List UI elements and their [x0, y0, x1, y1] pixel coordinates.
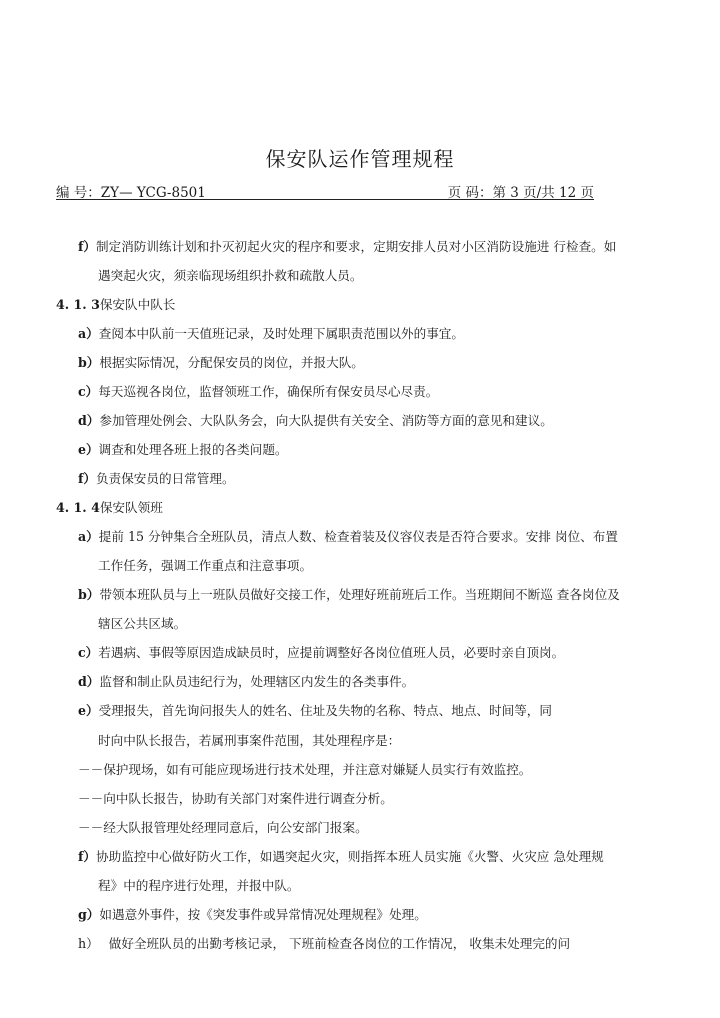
list-item: d）监督和制止队员违纪行为，处理辖区内发生的各类事件。	[78, 674, 415, 689]
page-title: 保安队运作管理规程	[265, 147, 455, 171]
list-item: f）制定消防训练计划和扑灭初起火灾的程序和要求，定期安排人员对小区消防设施进 行检查。如	[78, 239, 617, 254]
list-item: b）带领本班队员与上一班队员做好交接工作，处理好班前班后工作。当班期间不断巡 查各岗位及	[78, 587, 620, 602]
procedure-step: －－保护现场，如有可能应现场进行技术处理，并注意对嫌疑人员实行有效监控。	[78, 762, 532, 777]
list-item: c）每天巡视各岗位，监督领班工作，确保所有保安员尽心尽责。	[78, 384, 439, 399]
list-item-continuation: 时向中队长报告，若属刑事案件范围，其处理程序是：	[98, 733, 401, 748]
procedure-step: －－经大队报管理处经理同意后，向公安部门报案。	[78, 820, 368, 835]
list-item: h） 做好全班队员的出勤考核记录， 下班前检查各岗位的工作情况， 收集未处理完的问	[78, 936, 571, 951]
procedure-step: －－向中队长报告，协助有关部门对案件进行调查分析。	[78, 791, 393, 806]
document-header	[56, 181, 594, 200]
list-item-continuation: 程》中的程序进行处理，并报中队。	[98, 878, 300, 893]
list-item: b）根据实际情况，分配保安员的岗位，并报大队。	[78, 355, 364, 370]
section-heading: 4. 1. 3保安队中队长	[56, 297, 176, 312]
document-code: 编 号：ZY— YCG-8501	[56, 185, 206, 201]
list-item: e）调查和处理各班上报的各类问题。	[78, 442, 288, 457]
list-item: g）如遇意外事件，按《突发事件或异常情况处理规程》处理。	[78, 907, 427, 922]
list-item-continuation: 工作任务，强调工作重点和注意事项。	[98, 558, 313, 573]
list-item: f）负责保安员的日常管理。	[78, 471, 235, 486]
list-item: d）参加管理处例会、大队队务会，向大队提供有关安全、消防等方面的意见和建议。	[78, 413, 553, 428]
list-item: f）协助监控中心做好防火工作，如遇突起火灾，则指挥本班人员实施《火警、火灾应 急处理规	[78, 849, 604, 864]
list-item: a）提前 15 分钟集合全班队员，清点人数、检查着装及仪容仪表是否符合要求。安排 岗位、布置	[78, 529, 618, 544]
list-item-continuation: 辖区公共区域。	[98, 616, 187, 631]
list-item: c）若遇病、事假等原因造成缺员时，应提前调整好各岗位值班人员，必要时亲自顶岗。	[78, 645, 565, 660]
section-heading: 4. 1. 4保安队领班	[56, 500, 163, 515]
list-item-continuation: 遇突起火灾，须亲临现场组织扑救和疏散人员。	[98, 268, 363, 283]
list-item: a）查阅本中队前一天值班记录，及时处理下属职责范围以外的事宜。	[78, 326, 464, 341]
list-item: e）受理报失，首先询问报失人的姓名、住址及失物的名称、特点、地点、时间等，同	[78, 703, 552, 718]
page-number: 页 码：第 3 页/共 12 页	[447, 185, 594, 201]
